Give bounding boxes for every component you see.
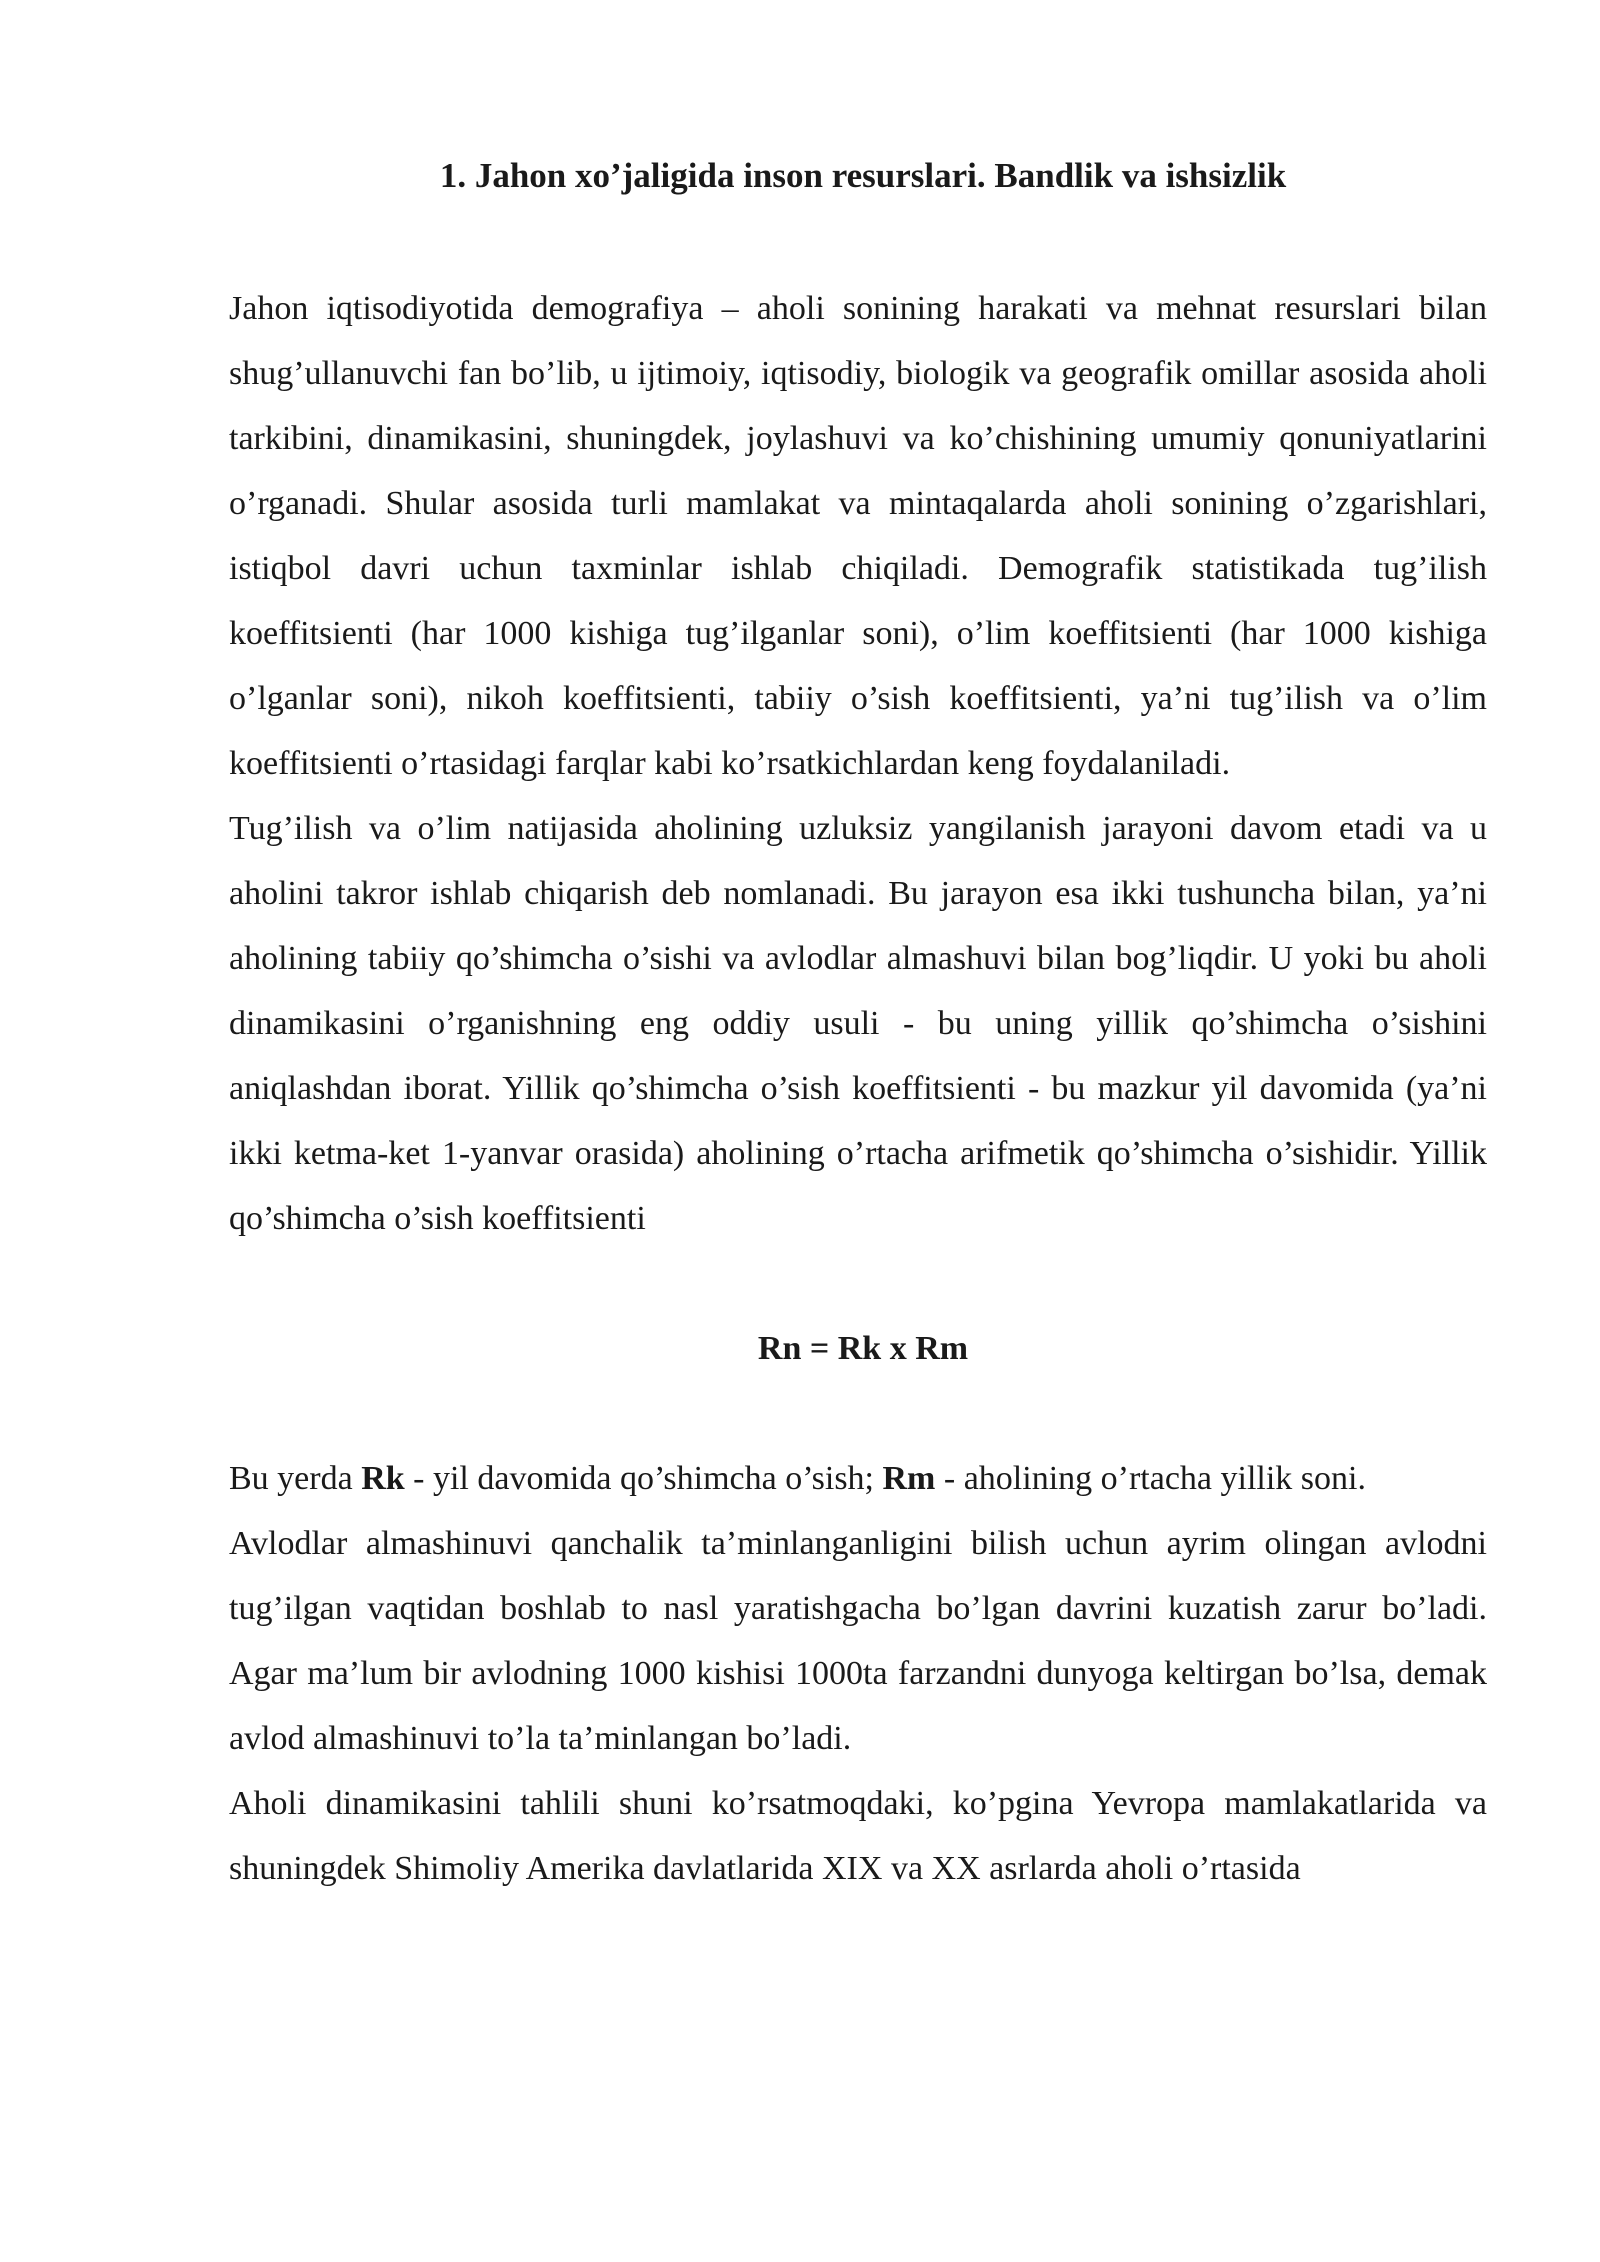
paragraph-reproduction: Tug’ilish va o’lim natijasida aholining uzluksiz yangilanish jarayoni davom etadi va u aholini takror ishlab chiqarish deb nomlanadi. Bu jarayon esa ikki tushuncha bilan, ya’ni aholining tabiiy qo’shimcha o’sishi va avlodlar almashuvi bilan bog’liqdir. U yoki bu aholi dinamikasini o’rganishning eng oddiy usuli - bu uning yillik qo’shimcha o’sishini aniqlashdan iborat. Yillik qo’shimcha o’sish koeffitsienti - bu mazkur yil davomida (ya’ni ikki ketma-ket 1-yanvar orasida) aholining o’rtacha arifmetik qo’shimcha o’sishidir. Yillik qo’shimcha o’sish koeffitsienti (229, 810, 1487, 1237)
section-title: 1. Jahon xo’jaligida inson resurslari. Bandlik va ishsizlik (439, 156, 1287, 195)
paragraph-dynamics: Aholi dinamikasini tahlili shuni ko’rsatmoqdaki, ko’pgina Yevropa mamlakatlarida va shuningdek Shimoliy Amerika davlatlarida XIX va XX asrlarda aholi o’rtasida (229, 1785, 1487, 1887)
paragraph-demography: Jahon iqtisodiyotida demografiya – aholi sonining harakati va mehnat resurslari bilan shug’ullanuvchi fan bo’lib, u ijtimoiy, iqtisodiy, biologik va geografik omillar asosida aholi tarkibini, dinamikasini, shuningdek, joylashuvi va ko’chishining umumiy qonuniyatlarini o’rganadi. Shular asosida turli mamlakat va mintaqalarda aholi sonining o’zgarishlari, istiqbol davri uchun taxminlar ishlab chiqiladi. Demografik statistikada tug’ilish koeffitsienti (har 1000 kishiga tug’ilganlar soni), o’lim koeffitsienti (har 1000 kishiga o’lganlar soni), nikoh koeffitsienti, tabiiy o’sish koeffitsienti, ya’ni tug’ilish va o’lim koeffitsienti o’rtasidagi farqlar kabi ko’rsatkichlardan keng foydalaniladi. (229, 290, 1487, 782)
explanation-rm: - aholining o’rtacha yillik soni. (935, 1460, 1366, 1497)
explanation-lead: Bu yerda (229, 1460, 362, 1497)
formula-spacing-bottom (229, 1381, 1487, 1446)
formula-spacing-top (229, 1251, 1487, 1316)
term-rm: Rm (882, 1460, 936, 1497)
formula: Rn = Rk x Rm (757, 1330, 969, 1367)
paragraph-formula-explanation (229, 1446, 1487, 1511)
document-body (229, 148, 1487, 1901)
term-rk: Rk (361, 1460, 405, 1497)
explanation-rk: - yil davomida qo’shimcha o’sish; (404, 1460, 883, 1497)
paragraph-generations: Avlodlar almashinuvi qanchalik ta’minlanganligini bilish uchun ayrim olingan avlodni tug’ilgan vaqtidan boshlab to nasl yaratishgacha bo’lgan davrini kuzatish zarur bo’ladi. Agar ma’lum bir avlodning 1000 kishisi 1000ta farzandni dunyoga keltirgan bo’lsa, demak avlod almashinuvi to’la ta’minlangan bo’ladi. (229, 1525, 1487, 1757)
title-spacing (229, 204, 1487, 276)
